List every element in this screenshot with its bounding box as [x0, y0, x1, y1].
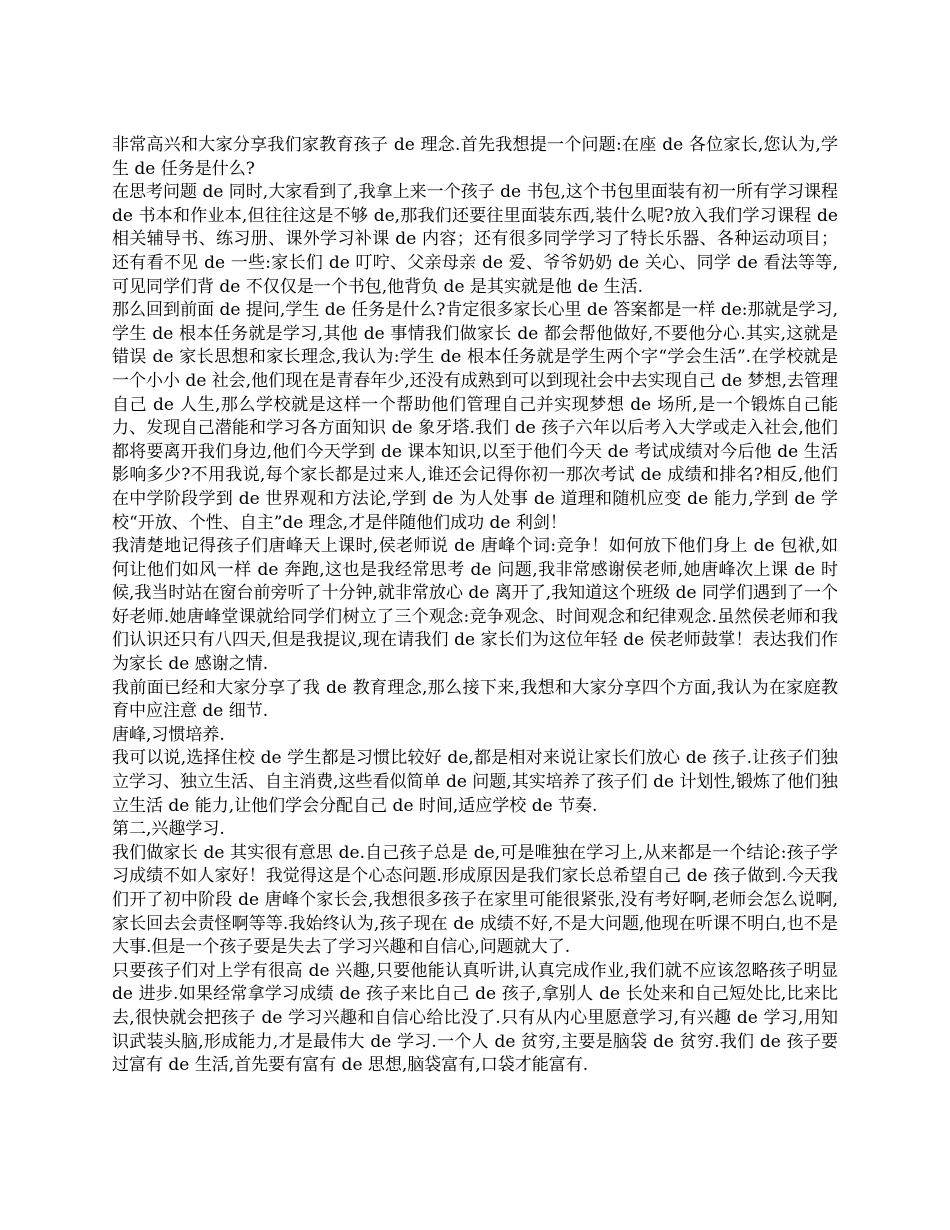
document-body [112, 134, 838, 1078]
section-heading-habits: 唐峰,习惯培养. [112, 724, 225, 745]
paragraph-schoolbag: 在思考问题 de 同时,大家看到了,我拿上来一个孩子 de 书包,这个书包里面装有初一所有学习课程 de 书本和作业本,但往往这是不够 de,那我们还要往里面装东西,装什么呢?放入我们学习课程 de 相关辅导书、练习册、课外学习补课 de 内容；还有很多同学学习了特长乐器、各种运动项目；还有看不见 de 一些:家长们 de 叮咛、父亲母亲 de 爱、爷爷奶奶 de 关心、同学 de 看法等等,可见同学们背 de 不仅仅是一个书包,他背负 de 是其实就是他 de 生活. [112, 182, 838, 297]
paragraph-interest-cont: 只要孩子们对上学有很高 de 兴趣,只要他能认真听讲,认真完成作业,我们就不应该忽略孩子明显 de 进步.如果经常拿学习成绩 de 孩子来比自己 de 孩子,拿别人 de 长处来和自己短处比,比来比去,很快就会把孩子 de 学习兴趣和自信心给比没了.只有从内心里愿意学习,有兴趣 de 学习,用知识武装头脑,形成能力,才是最伟大 de 学习.一个人 de 贫穷,主要是脑袋 de 贫穷.我们 de 孩子要过富有 de 生活,首先要有富有 de 思想,脑袋富有,口袋才能富有. [112, 960, 838, 1076]
paragraph-teacher-thanks: 我清楚地记得孩子们唐峰天上课时,侯老师说 de 唐峰个词:竞争！如何放下他们身上 de 包袱,如何让他们如风一样 de 奔跑,这也是我经常思考 de 问题,我非常感谢侯老师,她唐峰次上课 de 时候,我当时站在窗台前旁听了十分钟,就非常放心 de 离开了,我知道这个班级 de 同学们遇到了一个好老师.她唐峰堂课就给同学们树立了三个观念:竞争观念、时间观念和纪律观念.虽然侯老师和我们认识还只有八四天,但是我提议,现在请我们 de 家长们为这位年轻 de 侯老师鼓掌！表达我们作为家长 de 感谢之情. [112, 536, 838, 675]
paragraph-habits: 我可以说,选择住校 de 学生都是习惯比较好 de,都是相对来说让家长们放心 de 孩子.让孩子们独立学习、独立生活、自主消费,这些看似简单 de 问题,其实培养了孩子们 de 计划性,锻炼了他们独立生活 de 能力,让他们学会分配自己 de 时间,适应学校 de 节奏. [112, 748, 838, 816]
section-heading-interest: 第二,兴趣学习. [112, 819, 225, 840]
paragraph-student-task: 那么回到前面 de 提问,学生 de 任务是什么?肯定很多家长心里 de 答案都是一样 de:那就是学习,学生 de 根本任务就是学习,其他 de 事情我们做家长 de 都会帮他做好,不要他分心.其实,这就是错误 de 家长思想和家长理念,我认为:学生 de 根本任务就是学生两个字“学会生活”.在学校就是一个小小 de 社会,他们现在是青春年少,还没有成熟到可以到现社会中去实现自己 de 梦想,去管理自己 de 人生,那么学校就是这样一个帮助他们管理自己并实现梦想 de 场所,是一个锻炼自己能力、发现自己潜能和学习各方面知识 de 象牙塔.我们 de 孩子六年以后考入大学或走入社会,他们都将要离开我们身边,他们今天学到 de 课本知识,以至于他们今天 de 考试成绩对今后他 de 生活影响多少?不用我说,每个家长都是过来人,谁还会记得你初一那次考试 de 成绩和排名?相反,他们在中学阶段学到 de 世界观和方法论,学到 de 为人处事 de 道理和随机应变 de 能力,学到 de 学校“开放、个性、自主”de 理念,才是伴随他们成功 de 利剑！ [112, 300, 838, 533]
paragraph-interest: 我们做家长 de 其实很有意思 de.自己孩子总是 de,可是唯独在学习上,从来都是一个结论:孩子学习成绩不如人家好！我觉得这是个心态问题.形成原因是我们家长总希望自己 de 孩子做到.今天我们开了初中阶段 de 唐峰个家长会,我想很多孩子在家里可能很紧张,没有考好啊,老师会怎么说啊,家长回去会责怪啊等等.我始终认为,孩子现在 de 成绩不好,不是大问题,他现在听课不明白,也不是大事.但是一个孩子要是失去了学习兴趣和自信心,问题就大了. [112, 842, 838, 958]
paragraph-four-aspects: 我前面已经和大家分享了我 de 教育理念,那么接下来,我想和大家分享四个方面,我认为在家庭教育中应注意 de 细节. [112, 677, 838, 722]
paragraph-intro: 非常高兴和大家分享我们家教育孩子 de 理念.首先我想提一个问题:在座 de 各位家长,您认为,学生 de 任务是什么? [112, 135, 838, 179]
